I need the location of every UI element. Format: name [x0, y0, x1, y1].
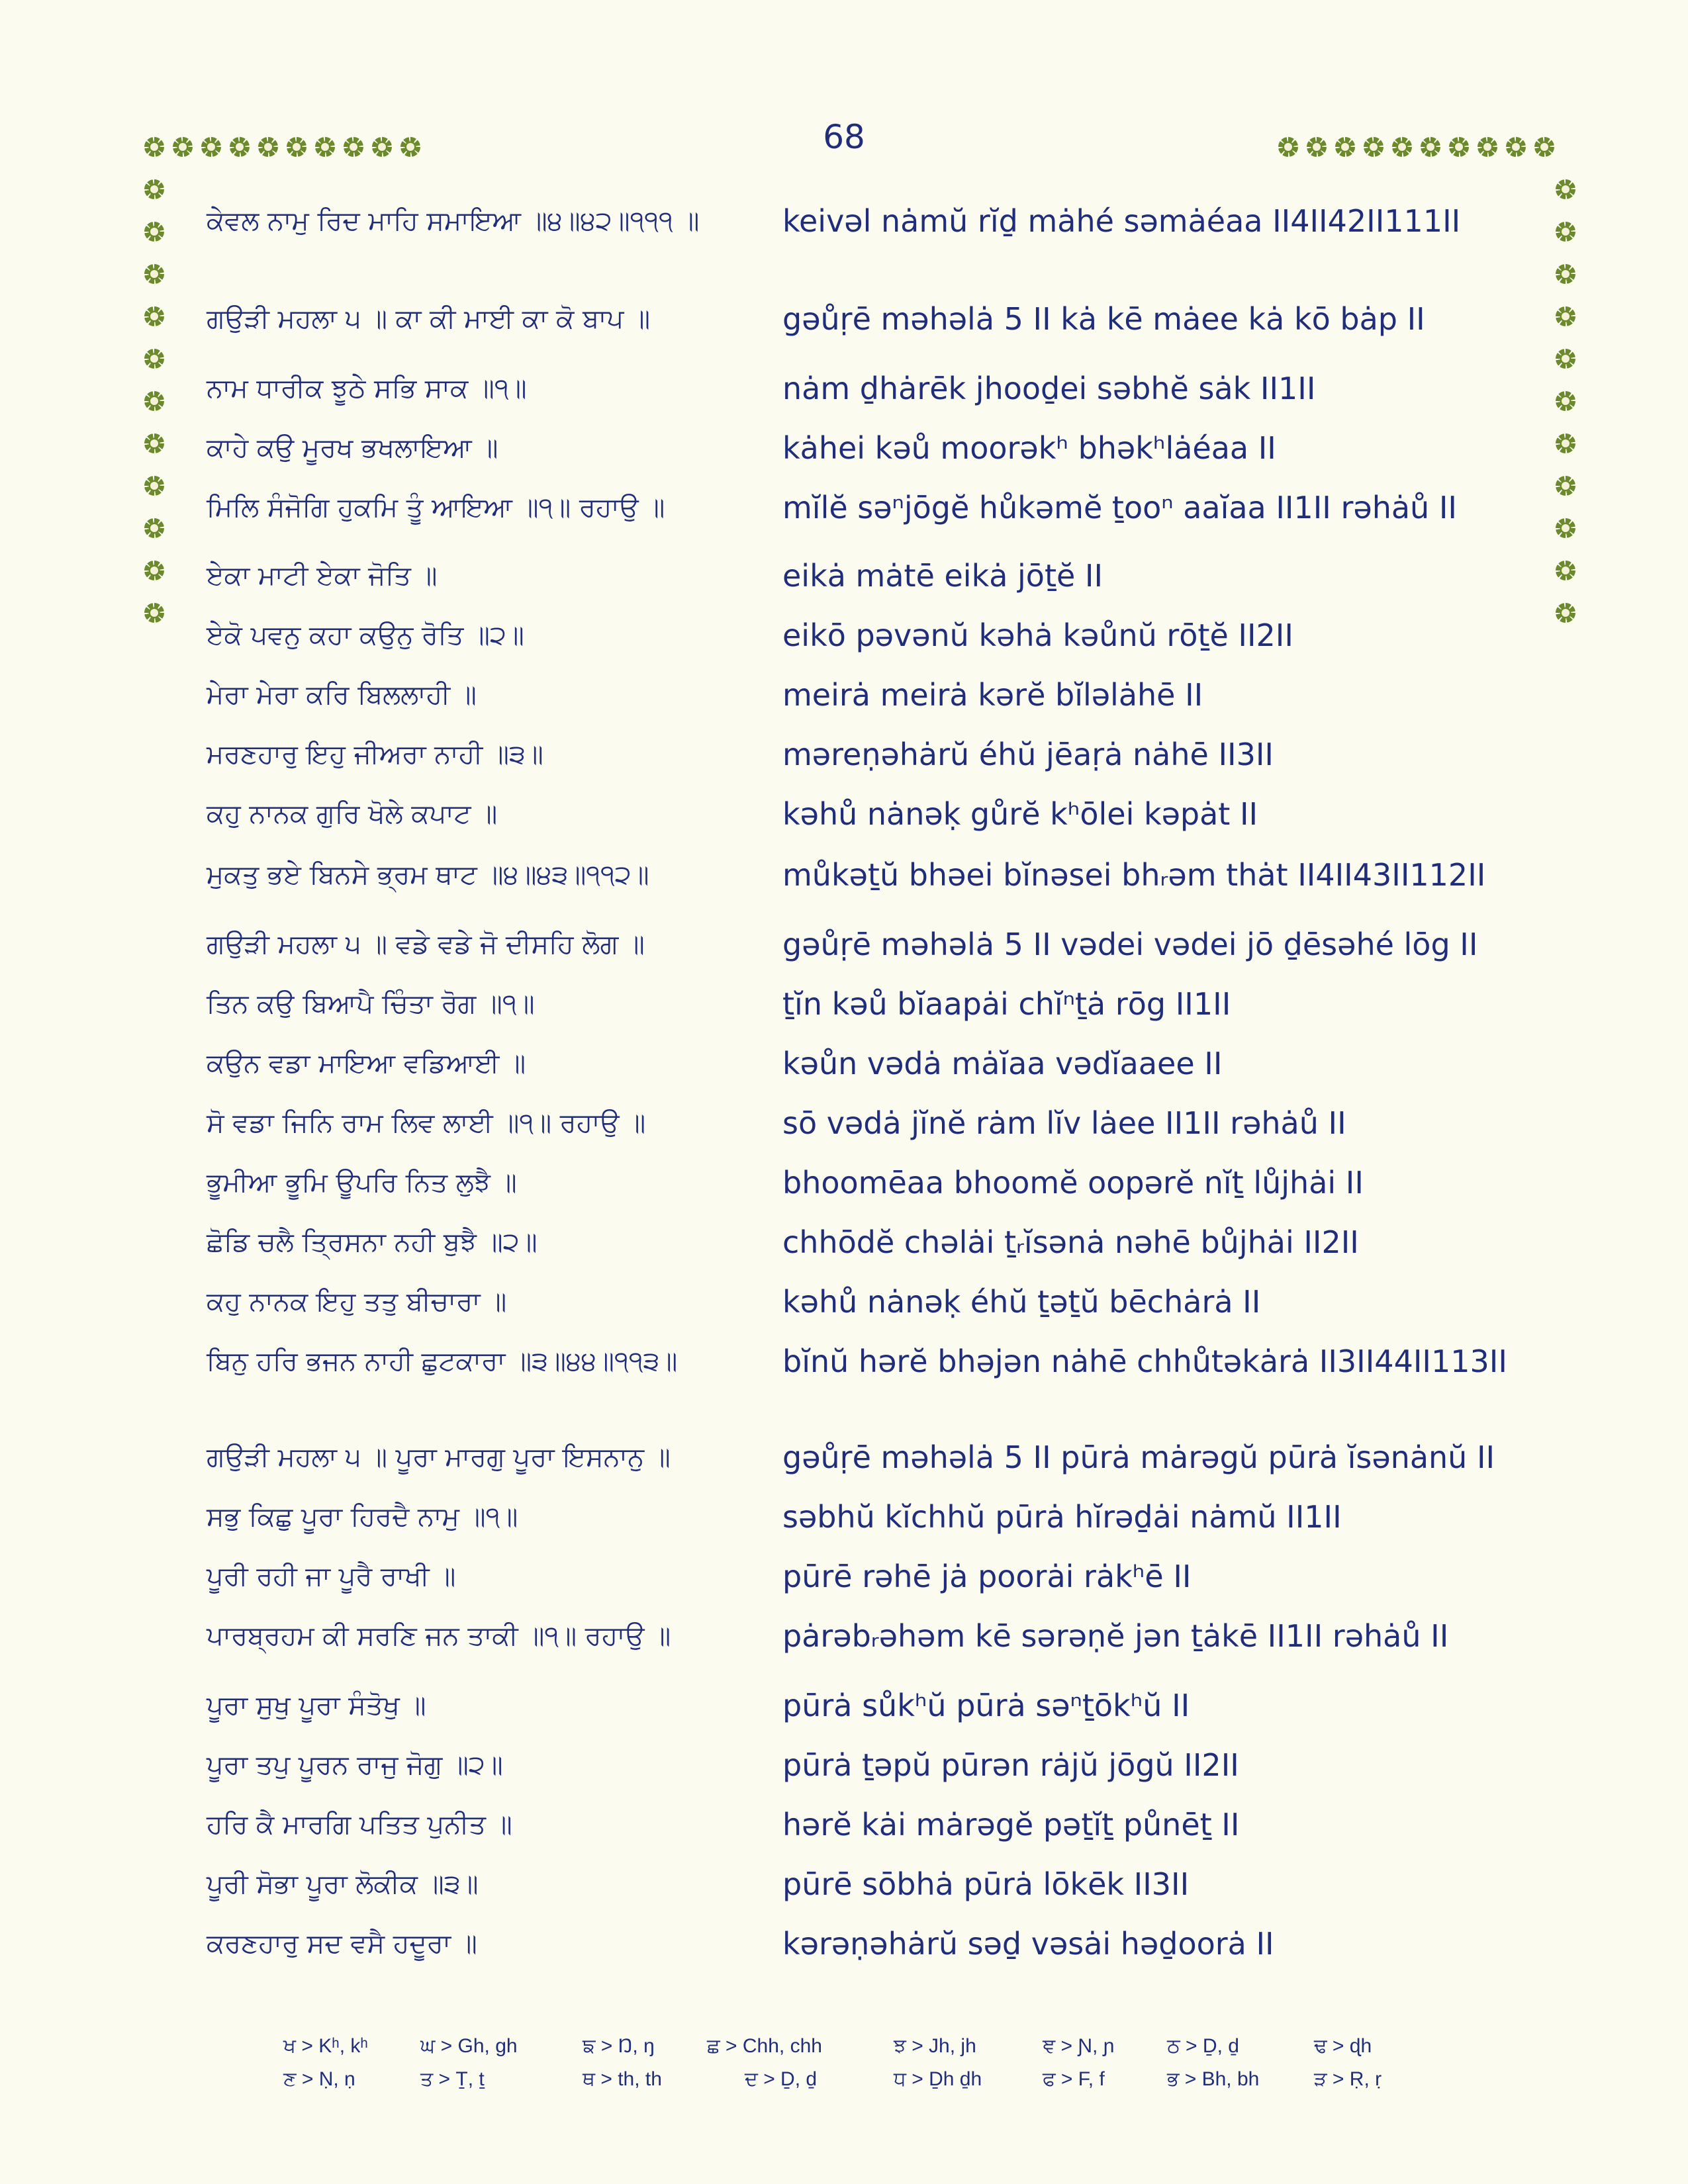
transliteration-line: kəhů nȧnəḳ gůrĕ kʰōlei kəpȧt II [782, 796, 1258, 832]
flower-ornament [144, 433, 164, 453]
gurmukhi-line: ਤਿਨ ਕਉ ਬਿਆਪੈ ਚਿੰਤਾ ਰੋਗ ॥੧॥ [207, 989, 535, 1019]
transliteration-line: pūrē rəhē jȧ poorȧi rȧkʰē II [782, 1559, 1192, 1594]
gurmukhi-line: ਪੂਰੀ ਸੋਭਾ ਪੂਰਾ ਲੋਕੀਕ ॥੩॥ [207, 1869, 479, 1899]
key-entry: ੜ > Ṛ, ṛ [1314, 2068, 1382, 2090]
transliteration-line: kəhů nȧnəḳ éhŭ ṯəṯŭ bēchȧrȧ II [782, 1284, 1261, 1320]
flower-ornament [400, 137, 420, 157]
key-entry: ਠ > Ḏ, ḏ [1167, 2035, 1239, 2057]
flower-ornament [1556, 476, 1575, 496]
flower-ornament [144, 476, 164, 496]
transliteration-line: səbhŭ kĭchhŭ pūrȧ hĭrəḏȧi nȧmŭ II1II [782, 1499, 1342, 1535]
gurmukhi-line: ਕਰਣਹਾਰੁ ਸਦ ਵਸੈ ਹਦੂਰਾ ॥ [207, 1929, 477, 1959]
transliteration-line: pūrȧ ṯəpŭ pūrən rȧjŭ jōgŭ II2II [782, 1747, 1239, 1783]
gurmukhi-line: ਮਿਲਿ ਸੰਜੋਗਿ ਹੁਕਮਿ ਤੂੰ ਆਇਆ ॥੧॥ ਰਹਾਉ ॥ [207, 492, 665, 523]
transliteration-line: eikō pəvənŭ kəhȧ kəůnŭ rōṯĕ II2II [782, 617, 1293, 653]
transliteration-line: hərĕ kȧi mȧrəgĕ pəṯĭṯ půnēṯ II [782, 1807, 1240, 1843]
gurmukhi-line: ਮਰਣਹਾਰੁ ਇਹੁ ਜੀਅਰਾ ਨਾਹੀ ॥੩॥ [207, 739, 543, 770]
key-entry: ਖ > Kʰ, kʰ [283, 2035, 368, 2057]
flower-ornament [1556, 518, 1575, 538]
gurmukhi-line: ਮੇਰਾ ਮੇਰਾ ਕਰਿ ਬਿਲਲਾਹੀ ॥ [207, 680, 477, 710]
flower-ornament [144, 222, 164, 242]
transliteration-line: mĭlĕ səⁿjōgĕ hůkəmĕ ṯooⁿ aaĭaa II1II rəhȧů II [782, 490, 1457, 525]
flower-ornament [1556, 306, 1575, 326]
flower-ornament [315, 137, 335, 157]
gurmukhi-line: ਮੁਕਤੁ ਭਏ ਬਿਨਸੇ ਭ੍ਰਮ ਥਾਟ ॥੪॥੪੩॥੧੧੨॥ [207, 860, 649, 890]
gurmukhi-line: ਕੇਵਲ ਨਾਮੁ ਰਿਦ ਮਾਹਿ ਸਮਾਇਆ ॥੪॥੪੨॥੧੧੧ ॥ [207, 206, 700, 236]
page-number: 68 [823, 118, 865, 156]
key-entry: ਭ > Bh, bh [1167, 2068, 1260, 2090]
key-entry: ਢ > ɖh [1314, 2035, 1372, 2057]
transliteration-line: kəůn vədȧ mȧĭaa vədĭaaee II [782, 1046, 1223, 1081]
flower-ornament [144, 518, 164, 538]
transliteration-line: gəůṛē məhəlȧ 5 II pūrȧ mȧrəgŭ pūrȧ ĭsənȧnŭ II [782, 1439, 1495, 1475]
transliteration-line: meirȧ meirȧ kərĕ bĭləlȧhē II [782, 677, 1203, 713]
gurmukhi-line: ਸਭੁ ਕਿਛੁ ਪੂਰਾ ਹਿਰਦੈ ਨਾਮੁ ॥੧॥ [207, 1502, 518, 1532]
transliteration-line: pȧrəbᵣəhəm kē sərəṇĕ jən ṯȧkē II1II rəhȧů II [782, 1618, 1449, 1654]
flower-ornament [144, 179, 164, 199]
gurmukhi-line: ਏਕਾ ਮਾਟੀ ਏਕਾ ਜੋਤਿ ॥ [207, 561, 438, 591]
flower-ornament [1556, 561, 1575, 580]
gurmukhi-line: ਪਾਰਬ੍ਰਹਮ ਕੀ ਸਰਣਿ ਜਨ ਤਾਕੀ ॥੧॥ ਰਹਾਉ ॥ [207, 1621, 671, 1651]
transliteration-line: kȧhei kəů moorəkʰ bhəkʰlȧéaa II [782, 430, 1276, 466]
key-entry: ਦ > Ḏ, ḏ [745, 2068, 818, 2090]
key-entry: ਞ > Ɲ, ɲ [1043, 2035, 1115, 2057]
transliteration-line: pūrȧ sůkʰŭ pūrȧ səⁿṯōkʰŭ II [782, 1688, 1190, 1723]
transliteration-line: gəůṛē məhəlȧ 5 II vədei vədei jō ḏēsəhé lōg II [782, 927, 1478, 962]
transliteration-line: məreṇəhȧrŭ éhŭ jēaṛȧ nȧhē II3II [782, 737, 1274, 772]
flower-ornament [1278, 137, 1298, 157]
gurmukhi-line: ਗਉੜੀ ਮਹਲਾ ੫ ॥ ਪੂਰਾ ਮਾਰਗੁ ਪੂਰਾ ਇਸਨਾਨੁ ॥ [207, 1442, 671, 1473]
flower-ornament [144, 306, 164, 326]
transliteration-line: pūrē sōbhȧ pūrȧ lōkēk II3II [782, 1866, 1190, 1902]
flower-ornament [1556, 179, 1575, 199]
transliteration-line: kərəṇəhȧrŭ səḏ vəsȧi həḏoorȧ II [782, 1926, 1274, 1962]
flower-ornament [1534, 137, 1554, 157]
gurmukhi-line: ਛੋਡਿ ਚਲੈ ਤ੍ਰਿਸਨਾ ਨਹੀ ਬੁਝੈ ॥੨॥ [207, 1227, 538, 1257]
gurmukhi-line: ਨਾਮ ਧਾਰੀਕ ਝੂਠੇ ਸਭਿ ਸਾਕ ॥੧॥ [207, 373, 527, 404]
key-entry: ਫ > F, f [1043, 2068, 1105, 2090]
gurmukhi-line: ਸੋ ਵਡਾ ਜਿਨਿ ਰਾਮ ਲਿਵ ਲਾਈ ॥੧॥ ਰਹਾਉ ॥ [207, 1108, 646, 1138]
gurmukhi-line: ਹਰਿ ਕੈ ਮਾਰਗਿ ਪਤਿਤ ਪੁਨੀਤ ॥ [207, 1809, 512, 1840]
flower-ornament [1392, 137, 1412, 157]
gurmukhi-line: ਕਉਨ ਵਡਾ ਮਾਇਆ ਵਡਿਆਈ ॥ [207, 1048, 526, 1079]
transliteration-line: keivəl nȧmŭ rĭḏ mȧhé səmȧéaa II4II42II111II [782, 203, 1461, 239]
gurmukhi-line: ਏਕੋ ਪਵਨੁ ਕਹਾ ਕਉਨੁ ਰੋਤਿ ॥੨॥ [207, 620, 524, 651]
gurmukhi-line: ਗਉੜੀ ਮਹਲਾ ੫ ॥ ਵਡੇ ਵਡੇ ਜੋ ਦੀਸਹਿ ਲੋਗ ॥ [207, 929, 645, 960]
key-entry: ਘ > Gh, gh [420, 2035, 518, 2057]
flower-ornament [1556, 391, 1575, 411]
flower-ornament [1556, 349, 1575, 369]
flower-ornament [372, 137, 392, 157]
flower-ornament [1364, 137, 1383, 157]
transliteration-line: sō vədȧ jĭnĕ rȧm lĭv lȧee II1II rəhȧů II [782, 1105, 1346, 1141]
gurmukhi-line: ਪੂਰਾ ਸੁਖੁ ਪੂਰਾ ਸੰਤੋਖੁ ॥ [207, 1690, 426, 1721]
flower-ornament [144, 561, 164, 580]
key-entry: ਙ > Ŋ, ŋ [583, 2035, 655, 2057]
transliteration-line: gəůṛē məhəlȧ 5 II kȧ kē mȧee kȧ kō bȧp II [782, 301, 1425, 337]
flower-ornament [144, 137, 164, 157]
transliteration-line: bhoomēaa bhoomĕ oopərĕ nĭṯ lůjhȧi II [782, 1165, 1364, 1201]
transliteration-line: chhōdĕ chəlȧi ṯᵣĭsənȧ nəhē bůjhȧi II2II [782, 1224, 1359, 1260]
flower-ornament [144, 349, 164, 369]
key-entry: ਛ > Chh, chh [707, 2035, 822, 2057]
flower-ornament [230, 137, 250, 157]
gurmukhi-line: ਭੂਮੀਆ ਭੂਮਿ ਊਪਰਿ ਨਿਤ ਲੁਝੈ ॥ [207, 1167, 517, 1198]
transliteration-line: bĭnŭ hərĕ bhəjən nȧhē chhůtəkȧrȧ II3II44II113II [782, 1343, 1507, 1379]
transliteration-line: můkəṯŭ bhəei bĭnəsei bhᵣəm thȧt II4II43II112II [782, 857, 1486, 893]
gurmukhi-line: ਬਿਨੁ ਹਰਿ ਭਜਨ ਨਾਹੀ ਛੁਟਕਾਰਾ ॥੩॥੪੪॥੧੧੩॥ [207, 1346, 678, 1377]
key-entry: ਥ > th, th [583, 2068, 662, 2090]
gurmukhi-line: ਪੂਰਾ ਤਪੁ ਪੂਰਨ ਰਾਜੁ ਜੋਗੁ ॥੨॥ [207, 1750, 503, 1780]
transliteration-line: nȧm ḏhȧrēk jhooḏei səbhĕ sȧk II1II [782, 371, 1316, 406]
flower-ornament [144, 264, 164, 284]
key-entry: ਧ > Ḏh ḏh [894, 2068, 982, 2090]
flower-ornament [258, 137, 278, 157]
flower-ornament [201, 137, 221, 157]
flower-ornament [1335, 137, 1355, 157]
key-entry: ਣ > Ṇ, ṇ [283, 2068, 355, 2090]
key-entry: ਤ > Ṯ, ṯ [420, 2068, 485, 2090]
flower-ornament [173, 137, 193, 157]
flower-ornament [1556, 603, 1575, 623]
gurmukhi-line: ਕਹੁ ਨਾਨਕ ਇਹੁ ਤਤੁ ਬੀਚਾਰਾ ॥ [207, 1287, 507, 1317]
gurmukhi-line: ਪੂਰੀ ਰਹੀ ਜਾ ਪੂਰੈ ਰਾਖੀ ॥ [207, 1561, 456, 1592]
flower-ornament [144, 603, 164, 623]
flower-ornament [1449, 137, 1469, 157]
flower-ornament [287, 137, 306, 157]
flower-ornament [344, 137, 363, 157]
transliteration-line: eikȧ mȧtē eikȧ jōṯĕ II [782, 558, 1103, 594]
flower-ornament [1506, 137, 1526, 157]
flower-ornament [1477, 137, 1497, 157]
transliteration-line: ṯĭn kəů bĭaapȧi chĭⁿṯȧ rōg II1II [782, 986, 1231, 1022]
flower-ornament [1556, 222, 1575, 242]
flower-ornament [1421, 137, 1440, 157]
flower-ornament [1307, 137, 1327, 157]
gurmukhi-line: ਗਉੜੀ ਮਹਲਾ ੫ ॥ ਕਾ ਕੀ ਮਾਈ ਕਾ ਕੋ ਬਾਪ ॥ [207, 304, 651, 334]
flower-ornament [144, 391, 164, 411]
flower-ornament [1556, 264, 1575, 284]
gurmukhi-line: ਕਹੁ ਨਾਨਕ ਗੁਰਿ ਖੋਲੇ ਕਪਾਟ ॥ [207, 799, 498, 829]
gurmukhi-line: ਕਾਹੇ ਕਉ ਮੂਰਖ ਭਖਲਾਇਆ ॥ [207, 433, 498, 463]
flower-ornament [1556, 433, 1575, 453]
key-entry: ਝ > Jh, jh [894, 2035, 976, 2057]
